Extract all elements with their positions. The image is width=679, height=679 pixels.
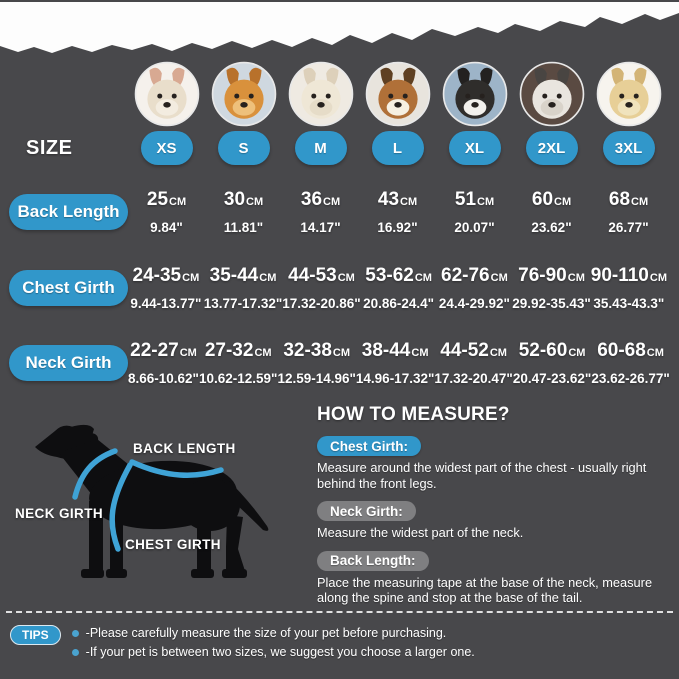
measurement-cell <box>356 340 434 387</box>
size-badges-row <box>0 129 667 167</box>
size-badge-xs: XS <box>141 131 193 165</box>
cm-unit: CM <box>490 271 508 284</box>
chihuahua-photo-icon <box>134 61 200 127</box>
howto-text-chest-girth: Measure around the widest part of the chest - usually right behind the front legs. <box>317 460 647 491</box>
row-label-back-length: Back Length <box>9 194 128 230</box>
cm-value: 25 <box>146 188 169 210</box>
measurement-cell <box>436 189 513 236</box>
inch-value: 8.66-10.62" <box>128 370 199 386</box>
inch-value: 17.32-20.47" <box>434 370 513 386</box>
inch-value: 9.84" <box>150 219 183 235</box>
size-badge-s: S <box>218 131 270 165</box>
cm-value: 68 <box>608 188 631 210</box>
inch-value: 23.62-26.77" <box>591 370 670 386</box>
size-row-title: SIZE <box>26 136 73 159</box>
cm-value: 38-44 <box>361 339 411 361</box>
measurement-cell <box>361 265 437 312</box>
dog-photo-cell <box>359 61 436 127</box>
size-badge-3xl: 3XL <box>603 131 655 165</box>
inch-value: 26.77" <box>608 219 649 235</box>
howto-text-neck-girth: Measure the widest part of the neck. <box>317 525 524 540</box>
back-length-row <box>0 184 667 240</box>
dog-photo-cell <box>128 61 205 127</box>
inch-value: 29.92-35.43" <box>512 295 591 311</box>
tips-section <box>10 623 671 660</box>
size-badge-l: L <box>372 131 424 165</box>
inch-value: 20.86-24.4" <box>363 295 435 311</box>
measurement-cell <box>282 265 360 312</box>
row-label-neck-girth: Neck Girth <box>9 345 128 381</box>
cm-value: 30 <box>223 188 246 210</box>
cm-value: 44-52 <box>440 339 489 361</box>
inch-value: 13.77-17.32" <box>203 295 283 311</box>
cm-value: 22-27 <box>130 339 179 361</box>
cm-value: 60-68 <box>597 339 646 361</box>
inch-value: 20.47-23.62" <box>512 370 592 386</box>
inch-value: 23.62" <box>531 219 572 235</box>
howto-label-back-length: Back Length: <box>317 551 429 571</box>
cm-value: 44-53 <box>288 264 337 286</box>
measurement-cell <box>434 340 512 387</box>
pit-bull-photo-icon <box>519 61 585 127</box>
dog-photo-cell <box>205 61 282 127</box>
inch-value: 10.62-12.59" <box>198 370 278 386</box>
diagram-label-neck-girth: NECK GIRTH <box>15 506 103 521</box>
cm-unit: CM <box>554 195 572 208</box>
row-label-chest-girth: Chest Girth <box>9 270 128 306</box>
measurement-cell <box>205 189 282 236</box>
dashed-divider <box>6 611 673 613</box>
border-collie-photo-icon <box>442 61 508 127</box>
howto-label-neck-girth: Neck Girth: <box>317 501 416 521</box>
how-to-measure-section <box>317 404 671 616</box>
torn-paper-edge <box>0 0 679 58</box>
cm-value: 35-44 <box>209 264 259 286</box>
cm-unit: CM <box>631 195 649 208</box>
cm-unit: CM <box>323 195 341 208</box>
inch-value: 14.17" <box>300 219 341 235</box>
cm-value: 60 <box>531 188 554 210</box>
tip-text: -Please carefully measure the size of your pet before purchasing. <box>85 626 447 640</box>
cm-unit: CM <box>246 195 264 208</box>
dog-photo-cell <box>590 61 667 127</box>
cm-unit: CM <box>254 346 272 359</box>
cm-value: 62-76 <box>441 264 490 286</box>
measurement-cell <box>591 340 669 387</box>
diagram-label-chest-girth: CHEST GIRTH <box>125 537 221 552</box>
cm-value: 51 <box>454 188 477 210</box>
measurement-cell <box>512 265 590 312</box>
tip-text: -If your pet is between two sizes, we suggest you choose a larger one. <box>85 645 475 659</box>
labrador-photo-icon <box>596 61 662 127</box>
size-badge-xl: XL <box>449 131 501 165</box>
pomeranian-photo-icon <box>211 61 277 127</box>
dog-photos-row <box>0 58 667 130</box>
cm-unit: CM <box>489 346 507 359</box>
cm-unit: CM <box>646 346 664 359</box>
cm-unit: CM <box>179 346 197 359</box>
cm-unit: CM <box>169 195 187 208</box>
measuring-diagram <box>5 407 305 612</box>
inch-value: 20.07" <box>454 219 495 235</box>
inch-value: 35.43-43.3" <box>593 295 665 311</box>
cm-value: 53-62 <box>365 264 414 286</box>
cm-value: 76-90 <box>518 264 567 286</box>
how-to-measure-title: HOW TO MEASURE? <box>317 404 510 425</box>
dog-photo-cell <box>513 61 590 127</box>
inch-value: 12.59-14.96" <box>277 370 356 386</box>
measurement-cell <box>591 265 667 312</box>
tip-item <box>72 625 475 641</box>
cm-value: 27-32 <box>204 339 254 361</box>
cm-value: 90-110 <box>590 264 649 286</box>
cm-unit: CM <box>649 271 667 284</box>
diagram-label-back-length: BACK LENGTH <box>133 441 236 456</box>
cm-value: 52-60 <box>518 339 568 361</box>
measurement-cell <box>277 340 355 387</box>
howto-label-chest-girth: Chest Girth: <box>317 436 421 456</box>
bullet-dot-icon <box>72 630 79 637</box>
chest-girth-row <box>0 260 667 316</box>
measurement-cell <box>437 265 513 312</box>
tips-badge: TIPS <box>10 625 61 645</box>
cm-unit: CM <box>337 271 355 284</box>
cm-value: 24-35 <box>132 264 182 286</box>
measurement-cell <box>128 340 199 387</box>
size-badge-2xl: 2XL <box>526 131 578 165</box>
measurement-cell <box>513 189 590 236</box>
cm-unit: CM <box>414 271 432 284</box>
inch-value: 24.4-29.92" <box>438 295 510 311</box>
dog-photo-cell <box>436 61 513 127</box>
cm-unit: CM <box>400 195 418 208</box>
beagle-photo-icon <box>365 61 431 127</box>
inch-value: 17.32-20.86" <box>282 295 361 311</box>
size-badge-m: M <box>295 131 347 165</box>
cm-value: 32-38 <box>283 339 332 361</box>
inch-value: 11.81" <box>223 219 264 235</box>
inch-value: 16.92" <box>377 219 418 235</box>
cm-value: 43 <box>377 188 400 210</box>
measurement-cell <box>204 265 282 312</box>
cm-unit: CM <box>182 271 200 284</box>
measurement-cell <box>128 265 204 312</box>
cm-value: 36 <box>300 188 323 210</box>
inch-value: 14.96-17.32" <box>355 370 435 386</box>
howto-text-back-length: Place the measuring tape at the base of the neck, measure along the spine and stop at the base of the tail. <box>317 574 653 605</box>
dog-photo-cell <box>282 61 359 127</box>
cm-unit: CM <box>567 271 585 284</box>
cm-unit: CM <box>411 346 429 359</box>
measurement-cell <box>199 340 277 387</box>
measurement-cell <box>513 340 591 387</box>
cm-unit: CM <box>332 346 351 359</box>
cm-unit: CM <box>568 346 586 359</box>
measurement-cell <box>282 189 359 236</box>
measurement-cell <box>359 189 436 236</box>
cm-unit: CM <box>477 195 495 208</box>
cm-unit: CM <box>259 271 277 284</box>
measurement-cell <box>128 189 205 236</box>
neck-girth-row <box>0 335 670 391</box>
measurement-cell <box>590 189 667 236</box>
inch-value: 9.44-13.77" <box>130 295 202 311</box>
tip-item <box>72 644 475 660</box>
french-bulldog-photo-icon <box>288 61 354 127</box>
bullet-dot-icon <box>72 649 79 656</box>
